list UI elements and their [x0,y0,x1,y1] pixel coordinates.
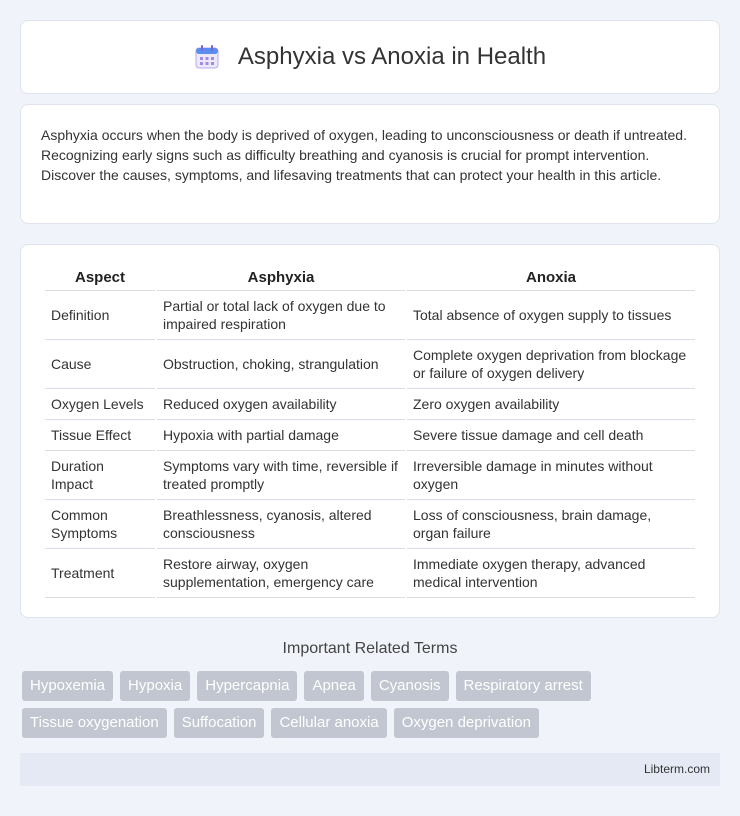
table-cell: Treatment [45,549,155,598]
table-row [45,549,695,598]
column-header-anoxia: Anoxia [407,265,695,291]
tag-respiratory-arrest[interactable]: Respiratory arrest [456,671,591,701]
intro-card [20,104,720,224]
related-terms-tags [22,671,722,745]
table-cell: Hypoxia with partial damage [157,420,405,451]
table-row [45,389,695,420]
comparison-table-card [20,244,720,618]
table-cell: Reduced oxygen availability [157,389,405,420]
intro-text: Asphyxia occurs when the body is deprived of oxygen, leading to unconsciousness or death if untreated. Recognizing early signs such as difficulty breathing and cyanosis is crucial for prompt intervention. Discover the causes, symptoms, and lifesaving treatments that can protect your health in this article. [41,127,687,183]
tag-hypercapnia[interactable]: Hypercapnia [197,671,297,701]
table-cell: Oxygen Levels [45,389,155,420]
table-row [45,340,695,389]
calendar-icon [194,44,220,70]
table-cell: Severe tissue damage and cell death [407,420,695,451]
table-row [45,500,695,549]
table-cell: Definition [45,291,155,340]
table-header-row [45,265,695,291]
table-cell: Complete oxygen deprivation from blockage or failure of oxygen delivery [407,340,695,389]
table-row [45,291,695,340]
table-cell: Irreversible damage in minutes without oxygen [407,451,695,500]
tag-hypoxia[interactable]: Hypoxia [120,671,190,701]
table-cell: Cause [45,340,155,389]
column-header-asphyxia: Asphyxia [157,265,405,291]
table-cell: Loss of consciousness, brain damage, organ failure [407,500,695,549]
table-cell: Duration Impact [45,451,155,500]
column-header-aspect: Aspect [45,265,155,291]
tag-suffocation[interactable]: Suffocation [174,708,265,738]
table-cell: Obstruction, choking, strangulation [157,340,405,389]
table-cell: Tissue Effect [45,420,155,451]
related-terms-heading: Important Related Terms [282,640,458,657]
table-cell: Partial or total lack of oxygen due to impaired respiration [157,291,405,340]
table-row [45,420,695,451]
footer [20,753,720,786]
tag-oxygen-deprivation[interactable]: Oxygen deprivation [394,708,539,738]
table-cell: Symptoms vary with time, reversible if treated promptly [157,451,405,500]
tag-tissue-oxygenation[interactable]: Tissue oxygenation [22,708,167,738]
tag-apnea[interactable]: Apnea [304,671,363,701]
header-card [20,20,720,94]
table-cell: Total absence of oxygen supply to tissues [407,291,695,340]
table-cell: Restore airway, oxygen supplementation, emergency care [157,549,405,598]
tag-hypoxemia[interactable]: Hypoxemia [22,671,113,701]
footer-site-link[interactable]: Libterm.com [643,762,710,776]
table-cell: Zero oxygen availability [407,389,695,420]
table-cell: Common Symptoms [45,500,155,549]
table-cell: Breathlessness, cyanosis, altered consciousness [157,500,405,549]
comparison-table [43,265,697,598]
table-cell: Immediate oxygen therapy, advanced medical intervention [407,549,695,598]
table-row [45,451,695,500]
tag-cyanosis[interactable]: Cyanosis [371,671,449,701]
page-title: Asphyxia vs Anoxia in Health [237,43,547,70]
tag-cellular-anoxia[interactable]: Cellular anoxia [271,708,386,738]
